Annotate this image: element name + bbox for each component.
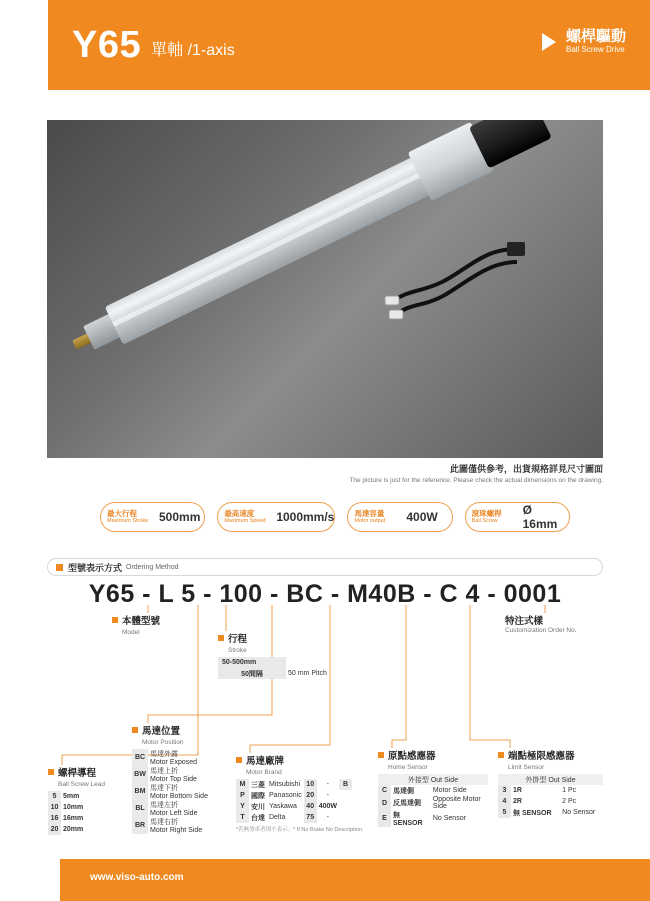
- drive-type-en: Ball Screw Drive: [565, 45, 625, 54]
- mp-en: Motor Left Side: [150, 810, 198, 817]
- mb-watt-val: -: [326, 781, 330, 788]
- lead-table: [48, 791, 85, 835]
- ls-key: 3: [498, 785, 511, 796]
- header-white-notch: [0, 0, 48, 90]
- square-bullet-icon: [132, 727, 138, 733]
- block-model-en: Model: [122, 629, 140, 636]
- mb-en: Delta: [269, 814, 286, 821]
- photo-disclaimer-en: The picture is just for the reference. Please check the actual dimensions on the drawing.: [349, 477, 603, 484]
- spec-label-cn: 滾珠螺桿: [471, 509, 502, 518]
- mb-cn: 台達: [251, 814, 265, 822]
- square-bullet-icon: [112, 617, 118, 623]
- mb-watt-key: 20: [304, 790, 317, 801]
- page-header: [0, 0, 650, 90]
- page-footer: [0, 859, 650, 901]
- ordering-method-cn: 型號表示方式: [68, 562, 123, 573]
- square-bullet-icon: [218, 635, 224, 641]
- mp-cn: 馬達右折: [150, 819, 178, 826]
- square-bullet-icon: [378, 752, 384, 758]
- motor-position-table: [132, 749, 210, 834]
- table-row: [498, 785, 603, 796]
- mb-cn: 國際: [251, 792, 265, 800]
- block-limit-sensor-cn: 端點極限感應器: [508, 751, 575, 762]
- product-photo: [47, 120, 603, 458]
- table-row: [498, 807, 603, 818]
- lead-value: 16mm: [63, 815, 84, 822]
- play-triangle-icon: [542, 33, 556, 51]
- mb-watt-key: 40: [304, 801, 317, 812]
- ls-cn: 無 SENSOR: [513, 809, 552, 817]
- mp-key: BC: [132, 749, 148, 766]
- motor-brand-note: *若無煞車者則不表示。* If No Brake No Description.: [236, 827, 364, 833]
- lead-key: 10: [48, 802, 61, 813]
- table-row: [236, 812, 352, 823]
- mb-en: Yaskawa: [269, 803, 297, 810]
- table-row: [378, 796, 488, 810]
- hs-cn: 馬達側: [393, 787, 414, 795]
- mb-watt-val: -: [326, 792, 330, 799]
- block-motor-position: [132, 723, 210, 834]
- ls-en: No Sensor: [562, 809, 596, 816]
- hs-key: D: [378, 796, 391, 810]
- hs-en: Opposite Motor Side: [432, 796, 481, 810]
- block-motor-brand-en: Motor Brand: [246, 769, 282, 776]
- block-model-cn: 本體型號: [122, 616, 161, 627]
- spec-label-cn: 最大行程: [107, 509, 137, 518]
- spec-label-en: Ball Screw: [471, 517, 498, 524]
- block-lead-cn: 螺桿導程: [58, 768, 97, 779]
- motor-brand-table: [236, 779, 352, 823]
- table-row: [132, 817, 210, 834]
- mp-en: Motor Exposed: [150, 759, 198, 766]
- spec-pills: [100, 502, 570, 532]
- stroke-pitch-key: 50間隔: [218, 668, 286, 679]
- block-lead-en: Ball Screw Lead: [58, 781, 105, 788]
- block-stroke-cn: 行程: [228, 634, 248, 645]
- block-limit-sensor-en: Limit Sensor: [508, 764, 545, 771]
- table-row: [236, 779, 352, 790]
- stroke-range: 50-500mm: [218, 657, 286, 668]
- ls-cn: 1R: [513, 787, 522, 794]
- hs-en: Motor Side: [432, 787, 467, 794]
- spec-value: Ø 16mm: [522, 503, 558, 531]
- hs-key: C: [378, 785, 391, 796]
- spec-label-en: Maximum Speed: [224, 517, 266, 524]
- block-home-sensor: [378, 748, 488, 827]
- mb-watt-key: 75: [304, 812, 317, 823]
- page-subtitle: 單軸 /1-axis: [151, 42, 235, 59]
- spec-label-cn: 最高速度: [224, 509, 255, 518]
- mb-brake-key: B: [339, 779, 352, 790]
- lead-value: 20mm: [63, 826, 84, 833]
- hs-cn: 反馬達側: [393, 800, 421, 807]
- spec-label-en: Maximum Stroke: [107, 517, 149, 524]
- table-row: [236, 801, 352, 812]
- ls-cn: 2R: [513, 798, 522, 805]
- block-customization-en: Customization Order No.: [505, 627, 577, 634]
- square-bullet-icon: [48, 769, 54, 775]
- ordering-method-bar: [47, 558, 603, 576]
- spec-value: 400W: [406, 510, 438, 524]
- block-motor-position-cn: 馬達位置: [142, 726, 181, 737]
- hs-en: No Sensor: [432, 815, 466, 822]
- limit-sensor-table: [498, 774, 603, 818]
- block-customization-cn: 特注式樣: [505, 616, 544, 627]
- stroke-pitch-en: 50 mm Pitch: [288, 670, 327, 677]
- mp-cn: 馬達下折: [150, 785, 178, 792]
- mb-watt-key: 10: [304, 779, 317, 790]
- lead-key: 20: [48, 824, 61, 835]
- table-row: [498, 796, 603, 807]
- mp-en: Motor Top Side: [150, 776, 197, 783]
- table-row: [132, 766, 210, 783]
- mp-key: BW: [132, 766, 148, 783]
- spec-pill-max-stroke: [100, 502, 205, 532]
- square-bullet-icon: [498, 752, 504, 758]
- mb-key: Y: [236, 801, 249, 812]
- footer-white-notch: [0, 859, 60, 901]
- hs-header-cn: 外接型: [407, 776, 429, 784]
- mb-cn: 三菱: [251, 781, 265, 789]
- table-row: [132, 800, 210, 817]
- ls-header-cn: 外掛型: [525, 776, 547, 784]
- stroke-table: [218, 657, 329, 679]
- lead-value: 5mm: [63, 793, 80, 800]
- ls-header-en: Out Side: [548, 776, 576, 784]
- mp-key: BL: [132, 800, 148, 817]
- mp-key: BR: [132, 817, 148, 834]
- block-stroke: [218, 631, 329, 679]
- table-row: [378, 810, 488, 827]
- lead-value: 10mm: [63, 804, 84, 811]
- spec-pill-ball-screw: [465, 502, 570, 532]
- drive-type-cn: 螺桿驅動: [565, 28, 626, 45]
- mp-en: Motor Right Side: [150, 827, 203, 834]
- spec-label-en: Motor output: [354, 517, 386, 524]
- mb-key: P: [236, 790, 249, 801]
- mb-en: Panasonic: [269, 792, 302, 799]
- spec-pill-max-speed: [217, 502, 335, 532]
- spec-label-cn: 馬達容量: [354, 509, 385, 518]
- motor-cable: [347, 240, 527, 330]
- square-bullet-icon: [236, 757, 242, 763]
- mb-watt-val: 400W: [318, 803, 337, 810]
- ordering-diagram: [0, 605, 650, 860]
- block-home-sensor-cn: 原點感應器: [388, 751, 436, 762]
- spec-value: 500mm: [159, 510, 201, 524]
- ls-key: 5: [498, 807, 511, 818]
- ls-key: 4: [498, 796, 511, 807]
- block-ball-screw-lead: [48, 765, 105, 835]
- photo-disclaimer: [349, 462, 603, 484]
- block-motor-position-en: Motor Position: [142, 739, 184, 746]
- table-row: [48, 813, 85, 824]
- mp-cn: 馬達外露: [150, 751, 178, 758]
- table-row: [132, 783, 210, 800]
- block-motor-brand-cn: 馬達廠牌: [246, 756, 285, 767]
- block-limit-sensor: [498, 748, 603, 818]
- home-sensor-table: [378, 774, 488, 827]
- mp-cn: 馬達左折: [150, 802, 178, 809]
- mb-en: Mitsubishi: [269, 781, 301, 788]
- block-motor-brand: [236, 753, 363, 833]
- mp-key: BM: [132, 783, 148, 800]
- table-row: [236, 790, 352, 801]
- hs-header-en: Out Side: [430, 776, 459, 784]
- table-row: [378, 774, 488, 785]
- mp-cn: 馬達上折: [150, 768, 178, 775]
- hs-key: E: [378, 810, 391, 827]
- model-code: Y65 - L 5 - 100 - BC - M40B - C 4 - 0001: [88, 580, 562, 608]
- ls-en: 2 Pc: [562, 798, 577, 805]
- mb-cn: 安川: [251, 803, 265, 811]
- spec-value: 1000mm/s: [276, 510, 335, 524]
- table-row: [132, 749, 210, 766]
- header-drive-type: [542, 28, 626, 55]
- mp-en: Motor Bottom Side: [150, 793, 208, 800]
- spec-pill-motor-output: [347, 502, 452, 532]
- table-row: [48, 802, 85, 813]
- mb-key: T: [236, 812, 249, 823]
- block-customization: [505, 613, 577, 634]
- ordering-method-en: Ordering Method: [126, 563, 179, 571]
- mb-watt-val: -: [326, 814, 330, 821]
- page-title: Y65: [72, 24, 142, 66]
- block-model: [112, 613, 160, 636]
- table-row: [498, 774, 603, 785]
- hs-cn: 無 SENSOR: [393, 812, 423, 827]
- title-block: [72, 26, 235, 64]
- table-row: [48, 791, 85, 802]
- photo-disclaimer-cn: 此圖僅供參考，出貨規格詳見尺寸圖面: [449, 464, 603, 474]
- ls-en: 1 Pc: [562, 787, 577, 794]
- table-row: [378, 785, 488, 796]
- table-row: [48, 824, 85, 835]
- block-home-sensor-en: Home Sensor: [388, 764, 428, 771]
- mb-key: M: [236, 779, 249, 790]
- footer-url[interactable]: www.viso-auto.com: [90, 872, 184, 883]
- block-stroke-en: Stroke: [228, 647, 247, 654]
- lead-key: 5: [48, 791, 61, 802]
- square-bullet-icon: [56, 564, 63, 571]
- lead-key: 16: [48, 813, 61, 824]
